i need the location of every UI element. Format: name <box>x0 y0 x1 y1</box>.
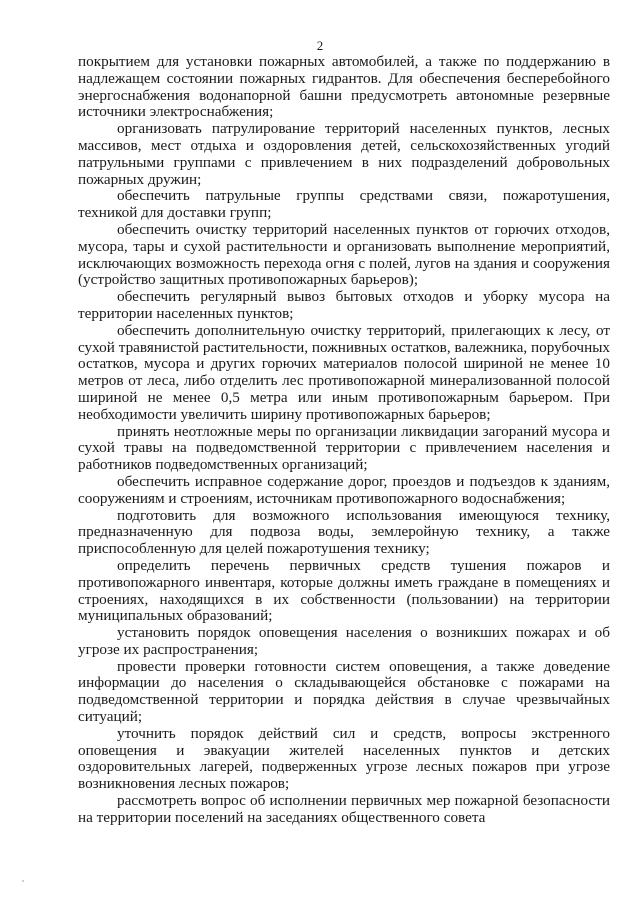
paragraph-patrol-organization: организовать патрулирование территорий населенных пунктов, лесных массивов, мест отдыха и оздоровления детей, сельскохозяйственных угодий патрульными группами с привлечением в них подразделений добровольных пожарных дружин; <box>78 120 610 188</box>
paragraph-fire-liquidation: принять неотложные меры по организации ликвидации загораний мусора и сухой травы на подведомственной территории с привлечением населения и работников подведомственных организаций; <box>78 422 610 474</box>
paragraph-forest-border-cleaning: обеспечить дополнительную очистку территорий, прилегающих к лесу, от сухой травянистой растительности, пожнивных остатков, валежника, порубочных остатков, мусора и других горючих материалов полосой шириной не менее 10 метров от леса, либо отделить лес противопожарной минерализованной полосой шириной не менее 0,5 метра или иным противопожарным барьером. При необходимости увеличить ширину противопожарных барьеров; <box>78 321 610 423</box>
paragraph-waste-removal: обеспечить регулярный вывоз бытовых отходов и уборку мусора на территории населенных пунктов; <box>78 288 610 322</box>
paragraph-evacuation-order: уточнить порядок действий сил и средств, вопросы экстренного оповещения и эвакуации жителей населенных пунктов и детских оздоровительных лагерей, подверженных угрозе лесных пожаров при угрозе возникновения лесных пожаров; <box>78 724 610 793</box>
paragraph-water-tower-power: покрытием для установки пожарных автомобилей, а также по поддержанию в надлежащем состоянии пожарных гидрантов. Для обеспечения бесперебойного энергоснабжения водонапорной башни предусмотреть автономные резервные источники электроснабжения; <box>78 53 610 121</box>
document-body <box>78 54 610 827</box>
paragraph-territory-cleaning: обеспечить очистку территорий населенных пунктов от горючих отходов, мусора, тары и сухой растительности и организовать выполнение мероприятий, исключающих возможность перехода огня с полей, лугов на здания и сооружения (устройство защитных противопожарных барьеров); <box>78 220 610 289</box>
paragraph-council-review: рассмотреть вопрос об исполнении первичных мер пожарной безопасности на территории поселений на заседаниях общественного совета <box>78 792 610 826</box>
page-number: 2 <box>316 38 324 53</box>
paragraph-notification-order: установить порядок оповещения населения о возникших пожарах и об угрозе их распространения; <box>78 624 610 658</box>
paragraph-notification-checks: провести проверки готовности систем оповещения, а также доведение информации до населения о складывающейся обстановке с пожарами на подведомственной территории и порядка действия в случае чрезвычайных ситуаций; <box>78 657 610 726</box>
paragraph-patrol-equipment: обеспечить патрульные группы средствами связи, пожаротушения, техникой для доставки групп; <box>78 187 610 222</box>
paragraph-equipment-preparation: подготовить для возможного использования имеющуюся технику, предназначенную для подвоза воды, землеройную технику, а также приспособленную для целей пожаротушения технику; <box>78 506 610 558</box>
paragraph-primary-means: определить перечень первичных средств тушения пожаров и противопожарного инвентаря, которые должны иметь граждане в помещениях и строениях, находящихся в их собственности (пользовании) на территории муниципальных образований; <box>78 556 610 625</box>
paragraph-roads-maintenance: обеспечить исправное содержание дорог, проездов и подъездов к зданиям, сооружениям и строениям, источникам противопожарного водоснабжения; <box>78 472 610 507</box>
scan-speck <box>22 880 24 882</box>
